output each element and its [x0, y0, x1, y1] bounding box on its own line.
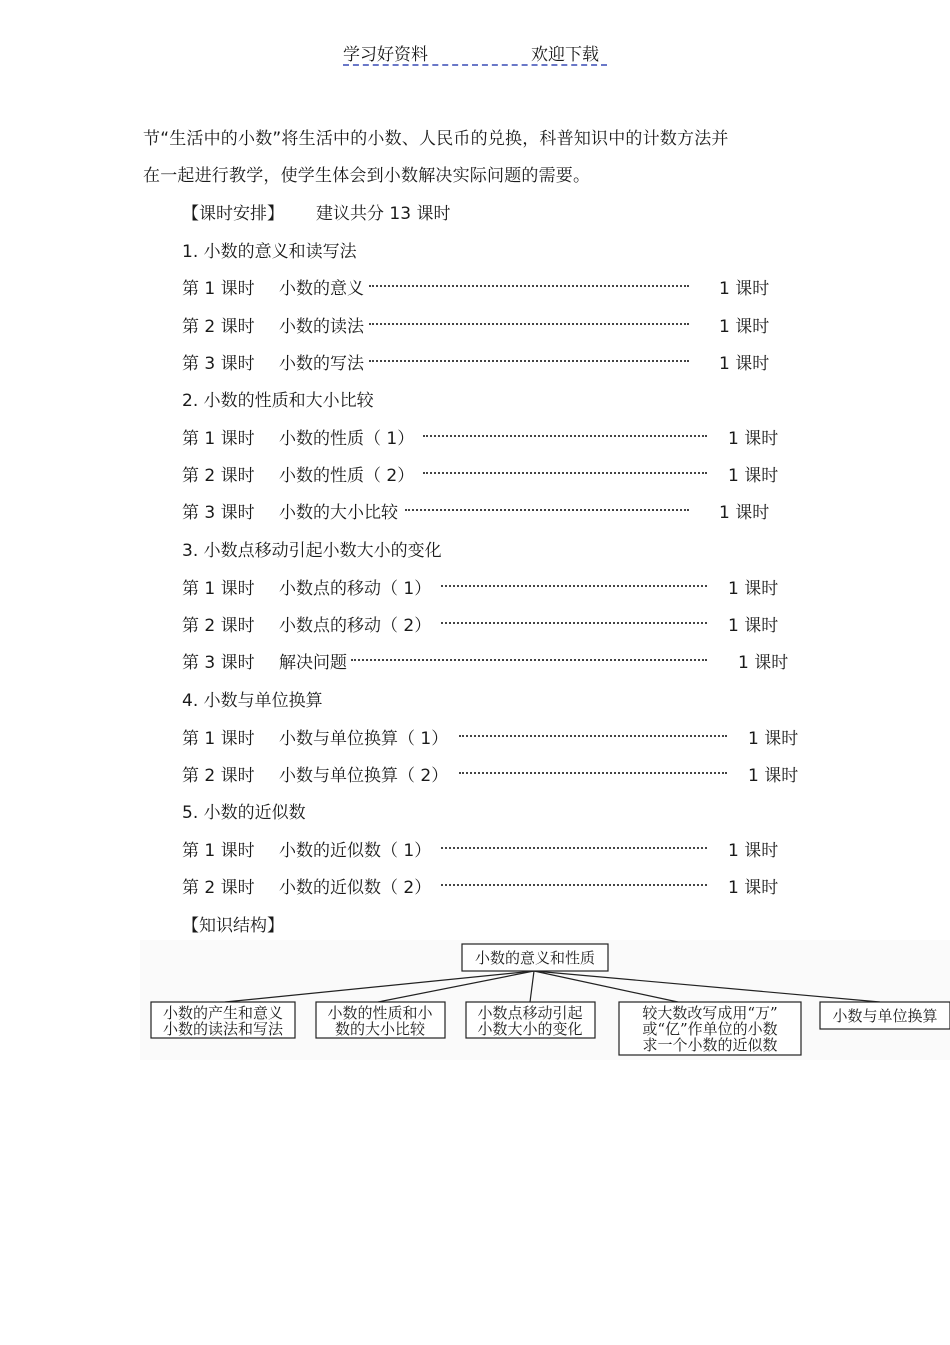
child-label-line: 较大数改写成用“万” — [642, 1004, 778, 1022]
lesson-hours: 1 课时 — [719, 503, 770, 523]
header-right-text: 欢迎下载 — [531, 45, 599, 65]
leader-dots — [423, 435, 707, 437]
lesson-title: 解决问题 — [279, 653, 347, 673]
lesson-number: 第 3 课时 — [182, 503, 255, 523]
header-underline — [343, 64, 607, 66]
lesson-number: 第 1 课时 — [182, 841, 255, 861]
lesson-title: 小数的读法 — [279, 317, 364, 337]
unit-title: 1. 小数的意义和读写法 — [182, 242, 357, 262]
lesson-hours: 1 课时 — [728, 466, 779, 486]
lesson-title: 小数与单位换算（ 1） — [279, 729, 449, 749]
leader-dots — [405, 509, 689, 511]
unit-title: 4. 小数与单位换算 — [182, 691, 323, 711]
lesson-hours: 1 课时 — [728, 579, 779, 599]
lesson-hours: 1 课时 — [719, 279, 770, 299]
diagram-child-node — [820, 1002, 950, 1029]
lesson-title: 小数的性质（ 1） — [279, 429, 415, 449]
child-label-line: 小数大小的变化 — [477, 1020, 583, 1038]
lesson-number: 第 3 课时 — [182, 354, 255, 374]
lesson-hours: 1 课时 — [728, 878, 779, 898]
child-label-line: 或“亿”作单位的小数 — [642, 1020, 778, 1038]
lesson-number: 第 2 课时 — [182, 616, 255, 636]
child-label-line: 小数与单位换算 — [832, 1007, 938, 1025]
schedule-label: 【课时安排】 — [182, 204, 284, 224]
lesson-title: 小数的大小比较 — [279, 503, 398, 523]
unit-title: 2. 小数的性质和大小比较 — [182, 391, 374, 411]
child-label-line: 求一个小数的近似数 — [642, 1036, 778, 1054]
leader-dots — [369, 323, 689, 325]
lesson-number: 第 2 课时 — [182, 878, 255, 898]
schedule-text: 建议共分 13 课时 — [316, 204, 451, 224]
lesson-title: 小数的近似数（ 1） — [279, 841, 432, 861]
lesson-title: 小数与单位换算（ 2） — [279, 766, 449, 786]
child-label-line: 小数的读法和写法 — [162, 1020, 284, 1038]
lesson-title: 小数点的移动（ 2） — [279, 616, 432, 636]
child-label-line: 数的大小比较 — [334, 1020, 426, 1038]
lesson-hours: 1 课时 — [738, 653, 789, 673]
lesson-title: 小数点的移动（ 1） — [279, 579, 432, 599]
child-label-line: 小数的产生和意义 — [162, 1004, 284, 1022]
unit-title: 5. 小数的近似数 — [182, 803, 306, 823]
child-label-line: 小数的性质和小 — [327, 1004, 433, 1022]
leader-dots — [441, 884, 707, 886]
knowledge-structure-diagram — [140, 930, 950, 1060]
leader-dots — [459, 772, 727, 774]
leader-dots — [441, 847, 707, 849]
header-left-text: 学习好资料 — [343, 45, 428, 65]
lesson-title: 小数的性质（ 2） — [279, 466, 415, 486]
lesson-number: 第 3 课时 — [182, 653, 255, 673]
root-label: 小数的意义和性质 — [474, 949, 596, 967]
lesson-title: 小数的近似数（ 2） — [279, 878, 432, 898]
leader-dots — [441, 585, 707, 587]
diagram-child-node — [316, 1002, 445, 1038]
lesson-number: 第 1 课时 — [182, 279, 255, 299]
child-label-line: 小数点移动引起 — [477, 1004, 583, 1022]
knowledge-structure-label: 【知识结构】 — [182, 916, 284, 936]
lesson-hours: 1 课时 — [728, 841, 779, 861]
lesson-hours: 1 课时 — [728, 429, 779, 449]
lesson-number: 第 1 课时 — [182, 429, 255, 449]
lesson-hours: 1 课时 — [748, 729, 799, 749]
diagram-child-node — [619, 1002, 801, 1055]
leader-dots — [459, 735, 727, 737]
diagram-child-node — [466, 1002, 595, 1038]
lesson-title: 小数的意义 — [279, 279, 364, 299]
lesson-hours: 1 课时 — [719, 317, 770, 337]
intro-line-1: 节“生活中的小数”将生活中的小数、人民币的兑换，科普知识中的计数方法并 — [143, 129, 729, 149]
diagram-child-node — [151, 1002, 295, 1038]
lesson-number: 第 1 课时 — [182, 729, 255, 749]
lesson-number: 第 2 课时 — [182, 466, 255, 486]
leader-dots — [369, 285, 689, 287]
leader-dots — [441, 622, 707, 624]
lesson-title: 小数的写法 — [279, 354, 364, 374]
lesson-hours: 1 课时 — [719, 354, 770, 374]
lesson-hours: 1 课时 — [748, 766, 799, 786]
diagram-root-node — [462, 944, 608, 971]
unit-title: 3. 小数点移动引起小数大小的变化 — [182, 541, 442, 561]
leader-dots — [351, 659, 707, 661]
lesson-number: 第 2 课时 — [182, 317, 255, 337]
leader-dots — [369, 360, 689, 362]
lesson-hours: 1 课时 — [728, 616, 779, 636]
intro-line-2: 在一起进行教学，使学生体会到小数解决实际问题的需要。 — [143, 166, 591, 186]
leader-dots — [423, 472, 707, 474]
lesson-number: 第 1 课时 — [182, 579, 255, 599]
lesson-number: 第 2 课时 — [182, 766, 255, 786]
